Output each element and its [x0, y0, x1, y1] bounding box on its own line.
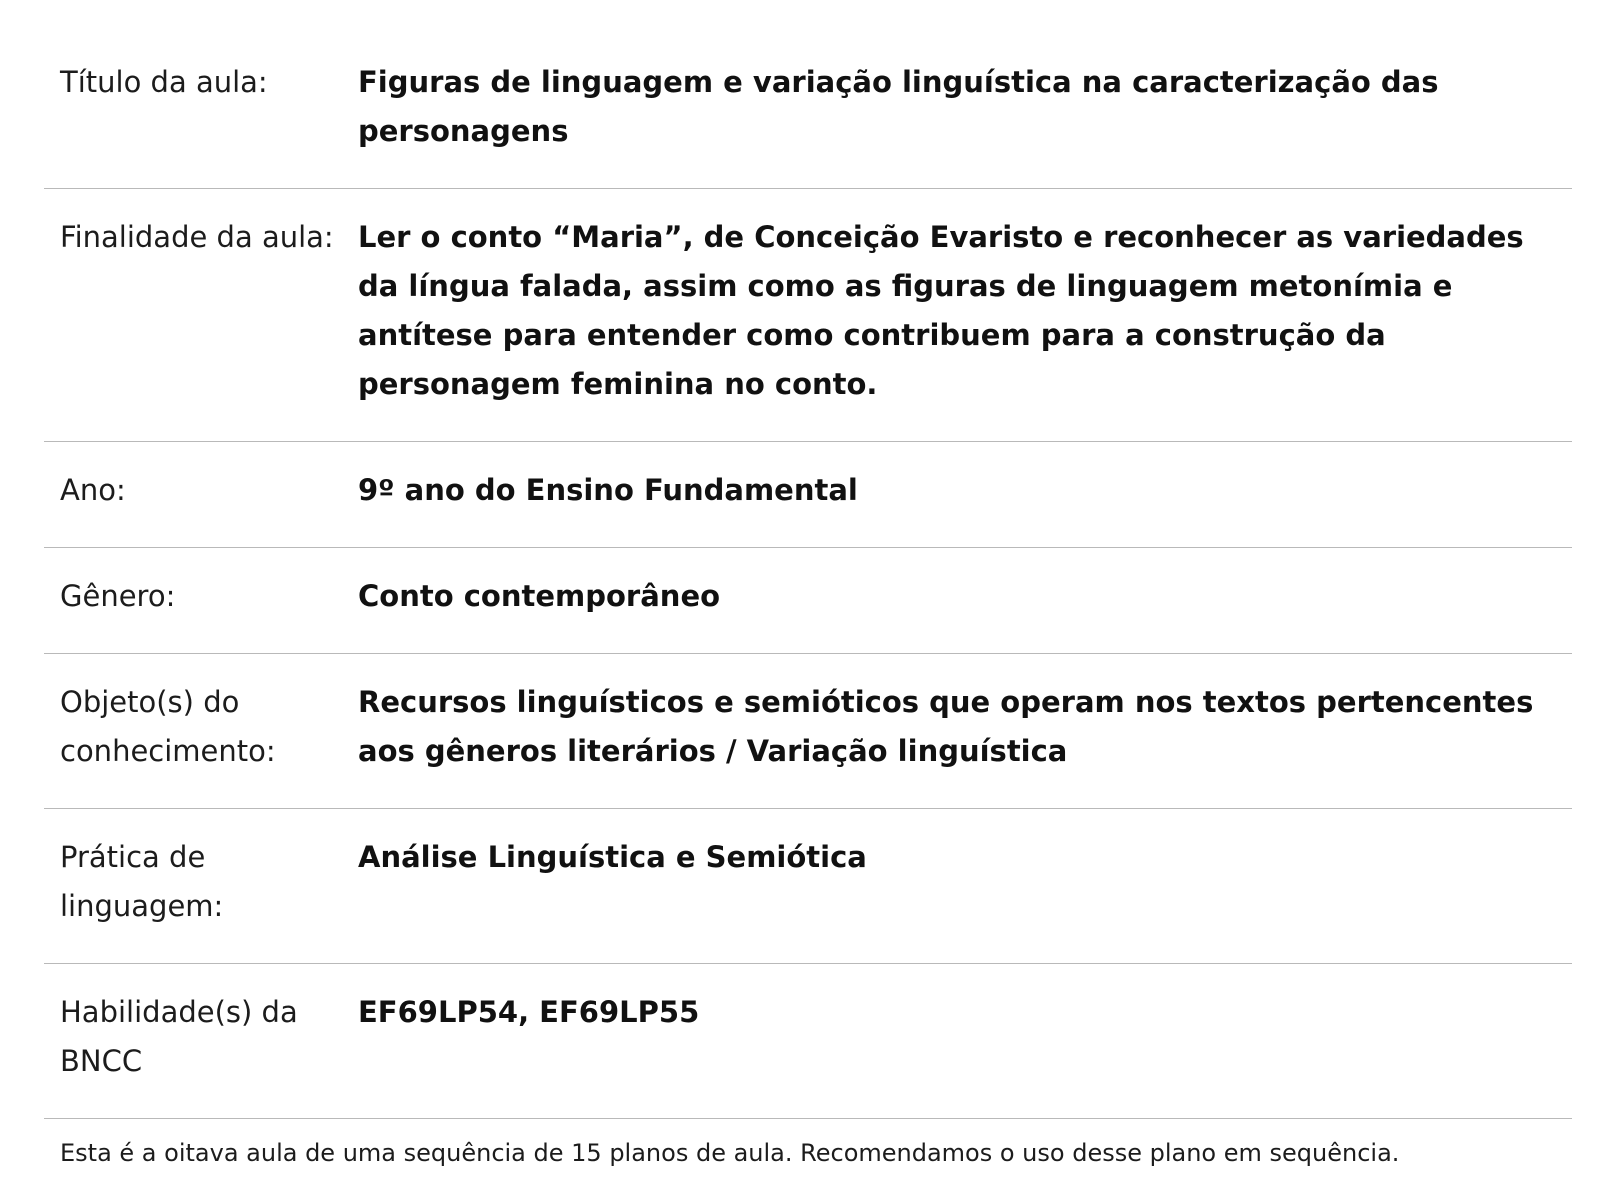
knowledge-objects-value: Recursos linguísticos e semióticos que operam nos textos pertencentes aos gêneros literários / Variação linguística — [358, 685, 1534, 768]
language-practice-value: Análise Linguística e Semiótica — [358, 840, 867, 874]
language-practice-label: Prática de linguagem: — [60, 840, 224, 923]
bncc-skills-label: Habilidade(s) da BNCC — [60, 995, 298, 1078]
row-language-practice — [44, 809, 1572, 964]
row-bncc-skills — [44, 964, 1572, 1119]
row-year — [44, 442, 1572, 548]
lesson-purpose-label: Finalidade da aula: — [60, 220, 334, 254]
lesson-plan-table — [44, 32, 1572, 1174]
genre-label: Gênero: — [60, 579, 176, 613]
year-label: Ano: — [60, 473, 126, 507]
sequence-note: Esta é a oitava aula de uma sequência de 15 planos de aula. Recomendamos o uso desse plano em sequência. — [60, 1139, 1400, 1167]
genre-value: Conto contemporâneo — [358, 579, 721, 613]
lesson-title-label: Título da aula: — [60, 65, 268, 99]
knowledge-objects-label: Objeto(s) do conhecimento: — [60, 685, 276, 768]
lesson-title-value: Figuras de linguagem e variação linguística na caracterização das personagens — [358, 65, 1439, 148]
year-value: 9º ano do Ensino Fundamental — [358, 473, 858, 507]
row-knowledge-objects — [44, 654, 1572, 809]
row-lesson-purpose — [44, 189, 1572, 442]
lesson-purpose-value: Ler o conto “Maria”, de Conceição Evaristo e reconhecer as variedades da língua falada, assim como as figuras de linguagem metonímia e antítese para entender como contribuem para a construção da personagem feminina no conto. — [358, 220, 1524, 401]
row-genre — [44, 548, 1572, 654]
bncc-skills-value: EF69LP54, EF69LP55 — [358, 995, 700, 1029]
row-lesson-title — [44, 32, 1572, 189]
